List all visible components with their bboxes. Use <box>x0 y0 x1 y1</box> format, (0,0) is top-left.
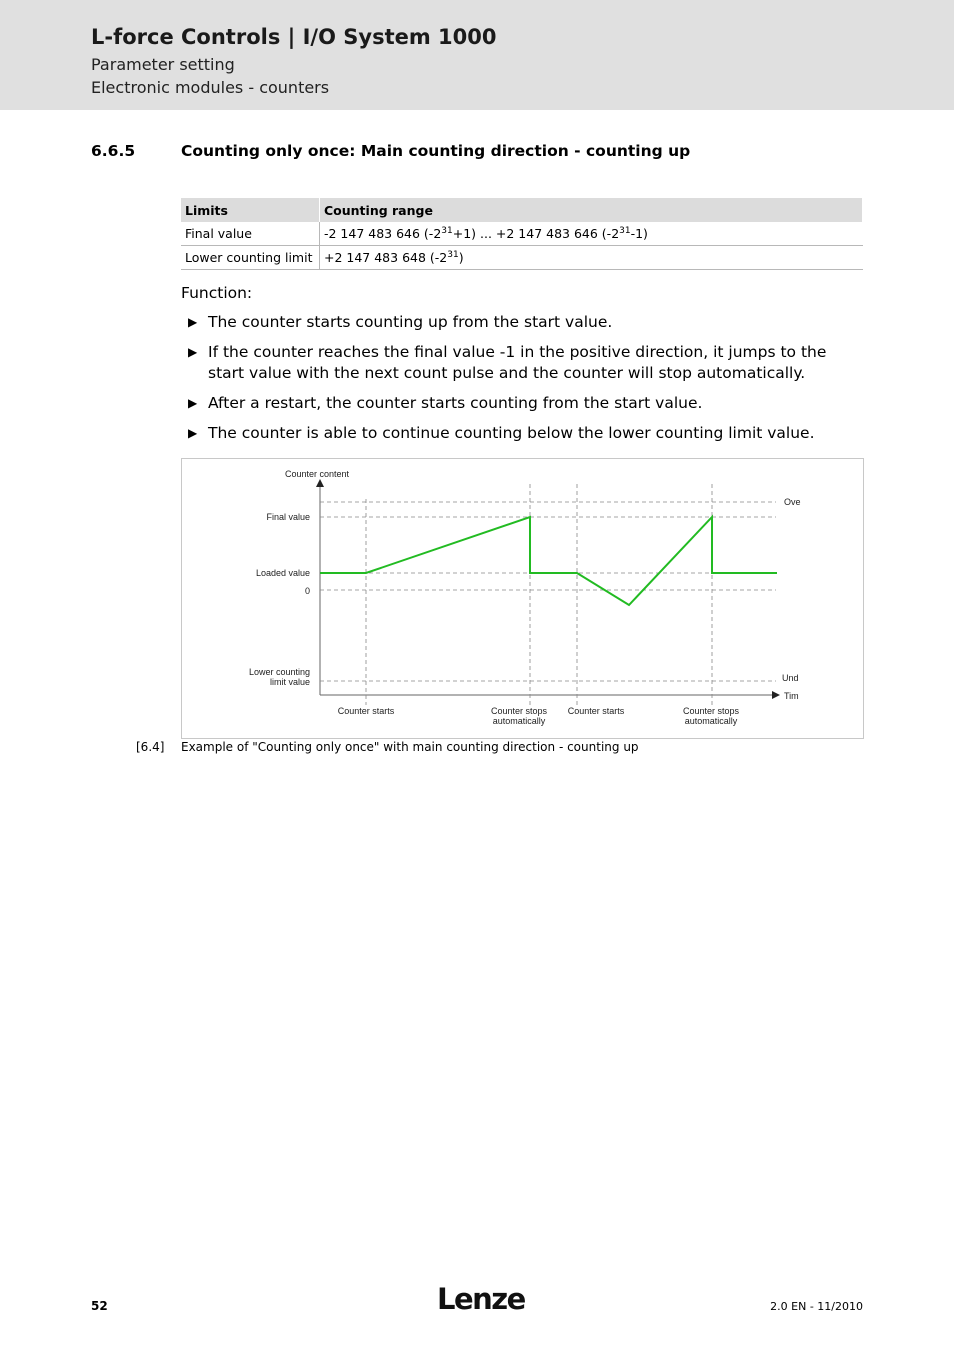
bullet-arrow-icon: ▶ <box>188 396 198 410</box>
document-version: 2.0 EN - 11/2010 <box>770 1300 863 1313</box>
table-header-row <box>181 198 863 222</box>
lenze-logo: Lenze <box>437 1282 525 1316</box>
function-label: Function: <box>181 284 253 302</box>
limits-table <box>181 198 863 270</box>
table-row <box>181 246 863 270</box>
table-cell-label: Final value <box>181 222 320 246</box>
x-axis-arrow <box>772 691 780 699</box>
event-label-stop-2: Counter stops automatically <box>682 706 740 726</box>
event-label-start-1: Counter starts <box>337 706 395 716</box>
bullet-arrow-icon: ▶ <box>188 345 198 359</box>
chapter-subtitle: Parameter setting <box>91 55 235 74</box>
table-header-limits: Limits <box>181 198 320 222</box>
table-cell-label: Lower counting limit <box>181 246 320 270</box>
y-level-label-loaded: Loaded value <box>255 568 310 578</box>
counter-chart-figure <box>181 458 864 739</box>
table-header-range: Counting range <box>320 198 863 222</box>
figure-caption: Example of "Counting only once" with main counting direction - counting up <box>181 740 639 754</box>
counter-content-series <box>320 517 777 605</box>
bullet-arrow-icon: ▶ <box>188 426 198 440</box>
event-label-start-2: Counter starts <box>567 706 625 716</box>
list-item: ▶ After a restart, the counter starts counting from the start value. <box>188 394 703 412</box>
section-subtitle: Electronic modules - counters <box>91 78 330 97</box>
right-label-over: Ove <box>784 497 801 507</box>
figure-number: [6.4] <box>136 740 165 754</box>
x-axis-title: Tim <box>784 691 799 701</box>
table-row <box>181 222 863 246</box>
y-level-label-lower: Lower counting limit value <box>248 667 310 687</box>
page-number: 52 <box>91 1299 108 1313</box>
function-list <box>188 312 860 453</box>
y-axis-arrow <box>316 479 324 487</box>
list-item: ▶ The counter starts counting up from the start value. <box>188 313 613 331</box>
y-level-label-final: Final value <box>266 512 310 522</box>
right-label-under: Und <box>782 673 799 683</box>
list-item: ▶ The counter is able to continue counting below the lower counting limit value. <box>188 424 815 442</box>
section-number: 6.6.5 <box>91 142 136 160</box>
list-item: ▶ If the counter reaches the final value -1 in the positive direction, it jumps to the start value with the next count pulse and the counter will stop automatically. <box>188 343 827 382</box>
bullet-arrow-icon: ▶ <box>188 315 198 329</box>
y-axis-title: Counter content <box>285 469 350 479</box>
y-level-label-zero: 0 <box>304 586 310 596</box>
document-title: L-force Controls | I/O System 1000 <box>91 25 497 49</box>
table-cell-range: -2 147 483 646 $(-2^{31}+1)$ ... +2 147 483 646 $(-2^{31}-1)$ <box>320 222 863 246</box>
counter-chart <box>182 459 863 738</box>
section-title: Counting only once: Main counting direction - counting up <box>181 142 691 160</box>
table-cell-range: +2 147 483 648 $(-2^{31})$ <box>320 246 863 270</box>
page-header <box>0 0 954 110</box>
event-label-stop-1: Counter stops automatically <box>490 706 548 726</box>
